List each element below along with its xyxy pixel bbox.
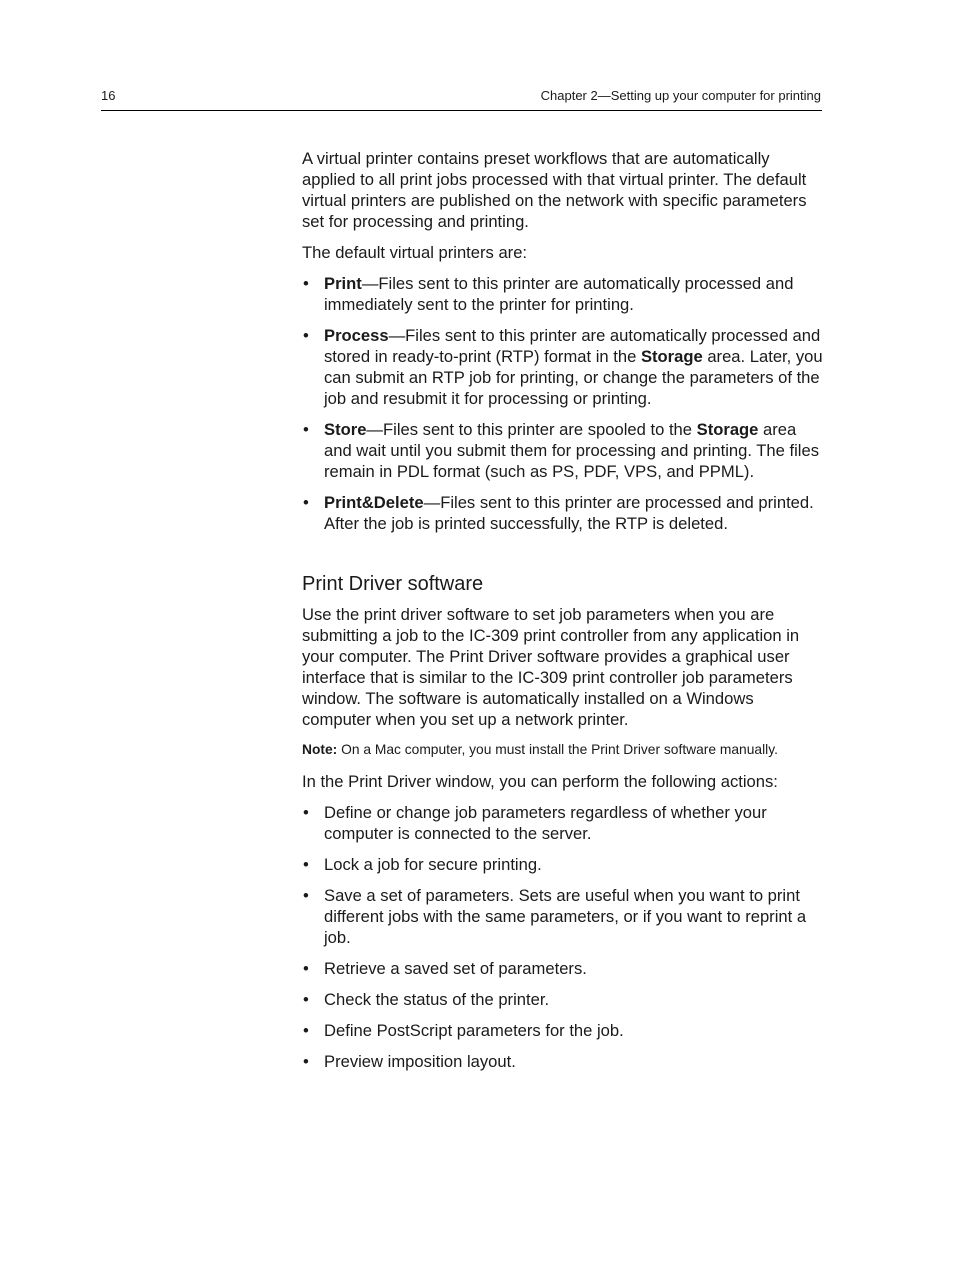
list-item: • Define or change job parameters regardless of whether your computer is connected to the server.: [302, 802, 824, 844]
actions-intro: In the Print Driver window, you can perform the following actions:: [302, 772, 778, 791]
list-item: • Preview imposition layout.: [302, 1051, 824, 1072]
list-item: [302, 419, 824, 482]
list-item: • Define PostScript parameters for the job.: [302, 1020, 824, 1041]
list-item: • Retrieve a saved set of parameters.: [302, 958, 824, 979]
note-label: Note:: [302, 742, 338, 757]
list-item: • Save a set of parameters. Sets are useful when you want to print different jobs with the same parameters, or if you want to reprint a job.: [302, 885, 824, 948]
printer-name: Process: [324, 326, 389, 345]
printer-name: Store: [324, 420, 367, 439]
list-item: • Lock a job for secure printing.: [302, 854, 824, 875]
note-text: On a Mac computer, you must install the Print Driver software manually.: [337, 742, 778, 757]
virtual-printer-list: [302, 273, 824, 534]
storage-term: Storage: [640, 347, 703, 366]
driver-paragraph: Use the print driver software to set job parameters when you are submitting a job to the IC-309 print controller from any application in your computer. The Print Driver software provides a graphical user interface that is similar to the IC-309 print controller job parameters window. The software is automatically installed on a Windows computer when you set up a network printer.: [302, 605, 800, 729]
printer-name: Print: [324, 274, 362, 293]
printer-desc: area and wait until you submit them for processing and printing. The files remain in PDL format (such as PS, PDF, VPS, and PPML).: [324, 420, 820, 481]
list-item: [302, 492, 824, 534]
storage-term: Storage: [696, 420, 759, 439]
actions-list: [302, 802, 824, 1072]
list-item: • Check the status of the printer.: [302, 989, 824, 1010]
page-header: [101, 88, 822, 111]
printer-desc: —Files sent to this printer are processed and printed. After the job is printed successfully, the RTP is deleted.: [324, 493, 814, 533]
printer-name: Print&Delete: [324, 493, 424, 512]
printer-desc: —Files sent to this printer are spooled to the: [366, 420, 697, 439]
chapter-title: Chapter 2—Setting up your computer for printing: [540, 88, 821, 103]
section-heading: Print Driver software: [302, 573, 484, 595]
note: [302, 740, 824, 759]
printer-desc: —Files sent to this printer are automatically processed and stored in ready-to-print (RTP) format in the: [324, 326, 821, 366]
list-item: [302, 273, 824, 315]
intro-paragraph: A virtual printer contains preset workflows that are automatically applied to all print jobs processed with that virtual printer. The default virtual printers are published on the network with specific parameters set for processing and printing.: [302, 149, 807, 231]
printer-desc: area. Later, you can submit an RTP job for printing, or change the parameters of the job and resubmit it for processing or printing.: [324, 347, 823, 408]
list-intro: The default virtual printers are:: [302, 243, 528, 262]
printer-desc: —Files sent to this printer are automatically processed and immediately sent to the printer for printing.: [324, 274, 794, 314]
list-item: [302, 325, 824, 409]
page-number: 16: [101, 88, 116, 103]
page-body: [302, 148, 824, 1082]
